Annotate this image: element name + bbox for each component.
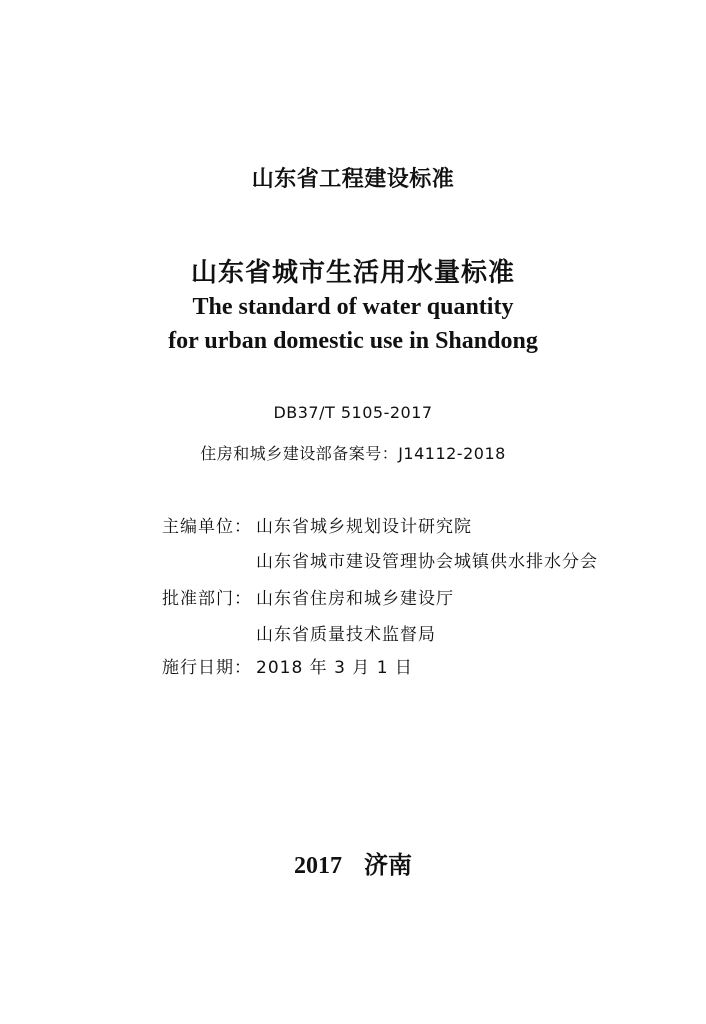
chief-editor-org-1: 山东省城乡规划设计研究院 [256,517,472,537]
approval-label: 批准部门： [162,589,252,609]
title-english-line-2: for urban domestic use in Shandong [168,328,538,354]
standard-series-heading: 山东省工程建设标准 [251,167,455,192]
publication-year: 2017 [294,853,342,879]
publication-footer [0,845,706,880]
standard-code: DB37/T 5105-2017 [273,403,433,422]
record-number: 住房和城乡建设部备案号：J14112-2018 [200,444,506,463]
approval-row [162,584,454,609]
title-english-line-1: The standard of water quantity [192,294,514,320]
publication-city: 济南 [364,851,412,879]
effective-date-row [162,653,413,678]
approval-org-2: 山东省质量技术监督局 [256,625,436,645]
title-chinese: 山东省城市生活用水量标准 [190,258,515,288]
chief-editor-org-2: 山东省城市建设管理协会城镇供水排水分会 [256,552,598,572]
approval-org-1: 山东省住房和城乡建设厅 [256,589,454,609]
effective-date-label: 施行日期： [162,658,252,678]
effective-date-value: 2018 年 3 月 1 日 [256,658,413,678]
chief-editor-row [162,512,472,537]
chief-editor-label: 主编单位： [162,517,252,537]
